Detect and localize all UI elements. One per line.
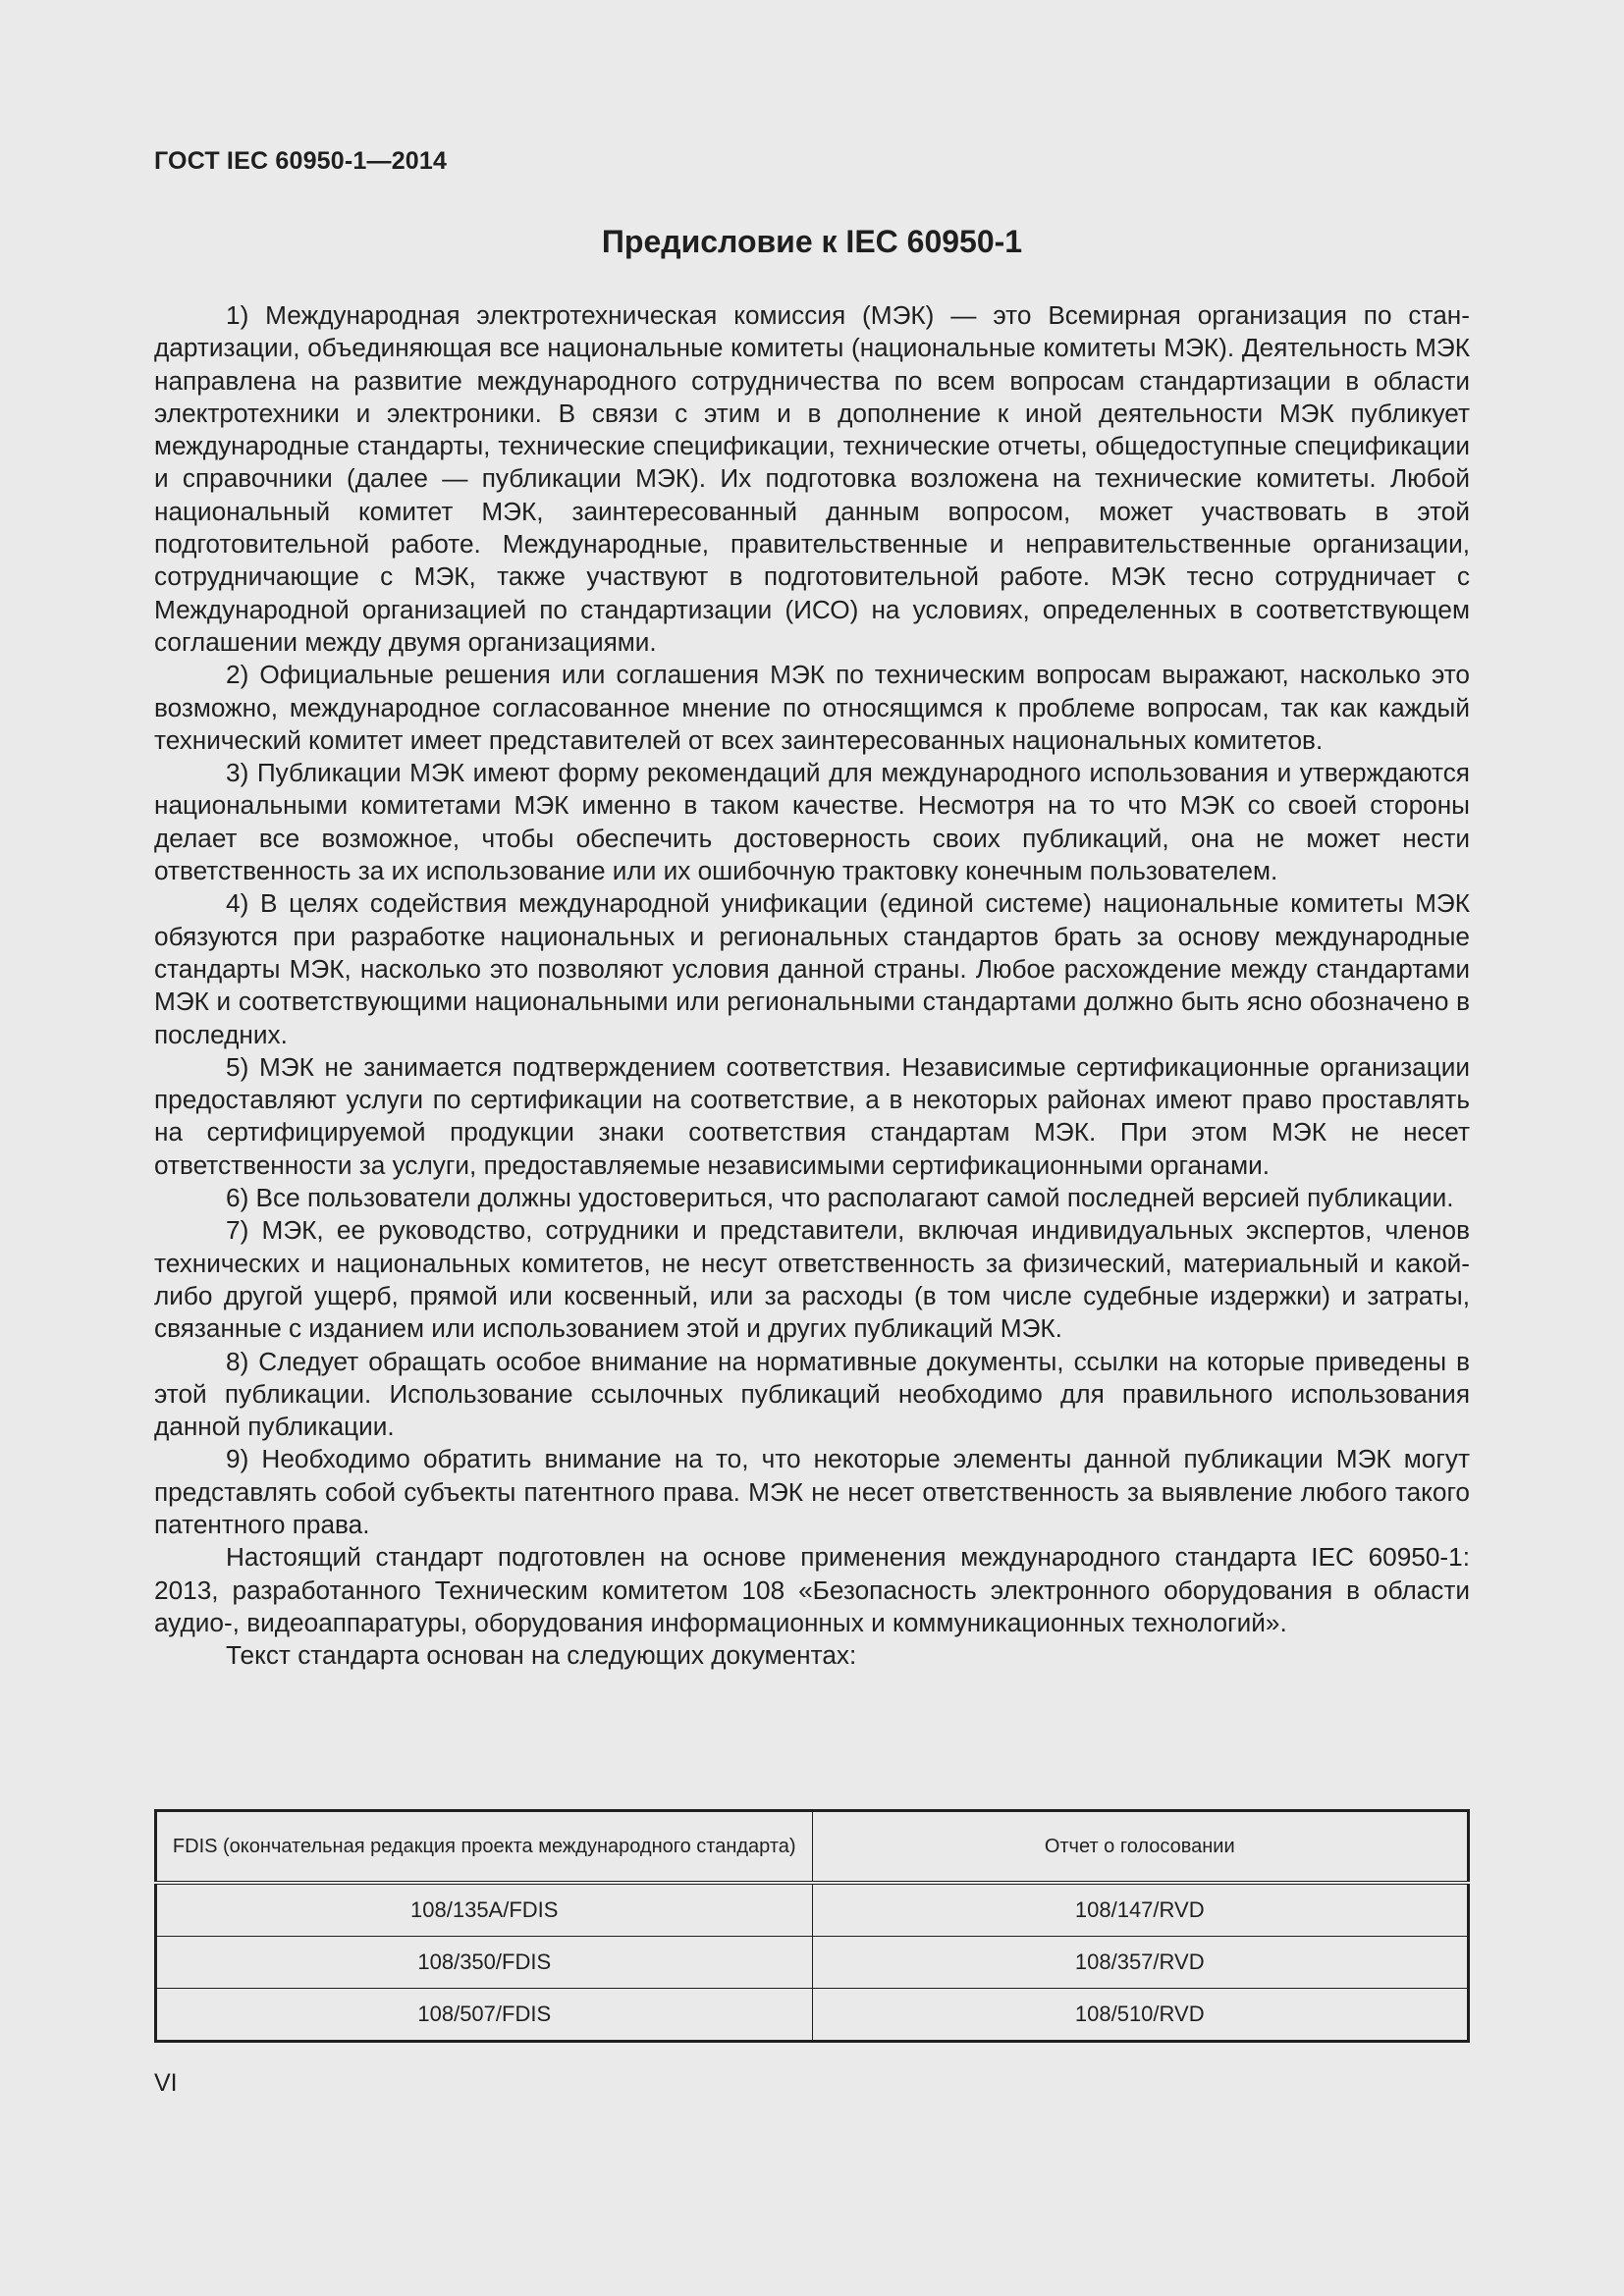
table-row	[156, 1937, 1469, 1989]
rvd-cell: 108/147/RVD	[812, 1883, 1469, 1937]
rvd-cell: 108/510/RVD	[812, 1989, 1469, 2042]
body-text	[154, 299, 1470, 1672]
paragraph-6: 6) Все пользователи должны удостовериться, что располагают самой последней версией публикации.	[226, 1183, 1454, 1213]
column-header-vote-report: Отчет о голосовании	[812, 1811, 1469, 1884]
rvd-cell: 108/357/RVD	[812, 1937, 1469, 1989]
documents-table	[154, 1809, 1470, 2043]
page-title: Предисловие к IEC 60950-1	[601, 224, 1023, 259]
fdis-cell: 108/350/FDIS	[156, 1937, 813, 1989]
fdis-cell: 108/135A/FDIS	[156, 1883, 813, 1937]
page-number: VI	[154, 2069, 178, 2097]
paragraph-2: 2) Официальные решения или соглашения МЭК по техническим вопросам выражают, насколько это возможно, международное согласованное мнение по относящимся к проблеме вопросам, так как каждый технический комитет имеет представителей от всех заинтересованных национальных комитетов.	[154, 660, 1470, 755]
paragraph-8: 8) Следует обращать особое внимание на нормативные документы, ссылки на которые приведены в этой публикации. Использование ссылочных публикаций необходимо для правильного использования данной публикации.	[154, 1346, 1470, 1442]
table-row	[156, 1989, 1469, 2042]
table-row	[156, 1883, 1469, 1937]
paragraph-standard-basis: Настоящий стандарт подготовлен на основе применения международного стандарта IEC 60950-1: 2013, разработанного Техническим комитетом 108 «Безопасность электронного оборудования в области аудио-, видеоаппаратуры, оборудования информационных и коммуникационных технологий».	[154, 1542, 1470, 1637]
paragraph-1: 1) Международная электротехническая комиссия (МЭК) — это Всемирная организация по стандартизации, объединяющая все национальные комитеты (национальные комитеты МЭК). Деятельность МЭК направлена на развитие международного сотрудничества по всем вопросам стандартизации в области электротехники и электроники. В связи с этим и в дополнение к иной деятельности МЭК публикует международные стандарты, технические спецификации, технические отчеты, общедоступные спецификации и справочники (далее — публикации МЭК). Их подготовка возложена на технические комитеты. Любой национальный комитет МЭК, заинтересованный данным вопросом, может участвовать в этой подготовительной работе. Международные, правительственные и неправительственные организации, сотрудничающие с МЭК, также участвуют в подготовительной работе. МЭК тесно сотрудничает с Международной организацией по стандартизации (ИСО) на условиях, определенных в соответствующем соглашении между двумя организациями.	[154, 300, 1470, 657]
paragraph-7: 7) МЭК, ее руководство, сотрудники и представители, включая индивидуальных экспертов, членов технических и национальных комитетов, не несут ответственность за физический, материальный и какой-либо другой ущерб, прямой или косвенный, или за расходы (в том числе судебные издержки) и затраты, связанные с изданием или использованием этой и других публикаций МЭК.	[154, 1215, 1470, 1344]
column-header-fdis: FDIS (окончательная редакция проекта международного стандарта)	[156, 1811, 813, 1884]
paragraph-9: 9) Необходимо обратить внимание на то, что некоторые элементы данной публикации МЭК могут представлять собой субъекты патентного права. МЭК не несет ответственность за выявление любого такого патентного права.	[154, 1444, 1470, 1539]
paragraph-documents-intro: Текст стандарта основан на следующих документах:	[226, 1640, 857, 1671]
paragraph-5: 5) МЭК не занимается подтверждением соответствия. Независимые сертификационные организации предоставляют услуги по сертификации на соответствие, а в некоторых районах имеют право проставлять на сертифицируемой продукции знаки соответствия стандартам МЭК. При этом МЭК не несет ответственности за услуги, предоставляемые независимыми сертификационными органами.	[154, 1051, 1470, 1180]
table-header-row	[156, 1811, 1469, 1884]
paragraph-3: 3) Публикации МЭК имеют форму рекомендаций для международного использования и утверждаются национальными комитетами МЭК именно в таком качестве. Несмотря на то что МЭК со своей стороны делает все возможное, чтобы обеспечить достоверность своих публикаций, она не может нести ответственность за их использование или их ошибочную трактовку конечным пользователем.	[154, 758, 1470, 886]
fdis-cell: 108/507/FDIS	[156, 1989, 813, 2042]
document-code-header: ГОСТ IEC 60950-1—2014	[154, 147, 448, 175]
paragraph-4: 4) В целях содействия международной унификации (единой системе) национальные комитеты МЭК обязуются при разработке национальных и региональных стандартов брать за основу международные стандарты МЭК, насколько это позволяют условия данной страны. Любое расхождение между стандартами МЭК и соответствующими национальными или региональными стандартами должно быть ясно обозначено в последних.	[154, 888, 1470, 1049]
